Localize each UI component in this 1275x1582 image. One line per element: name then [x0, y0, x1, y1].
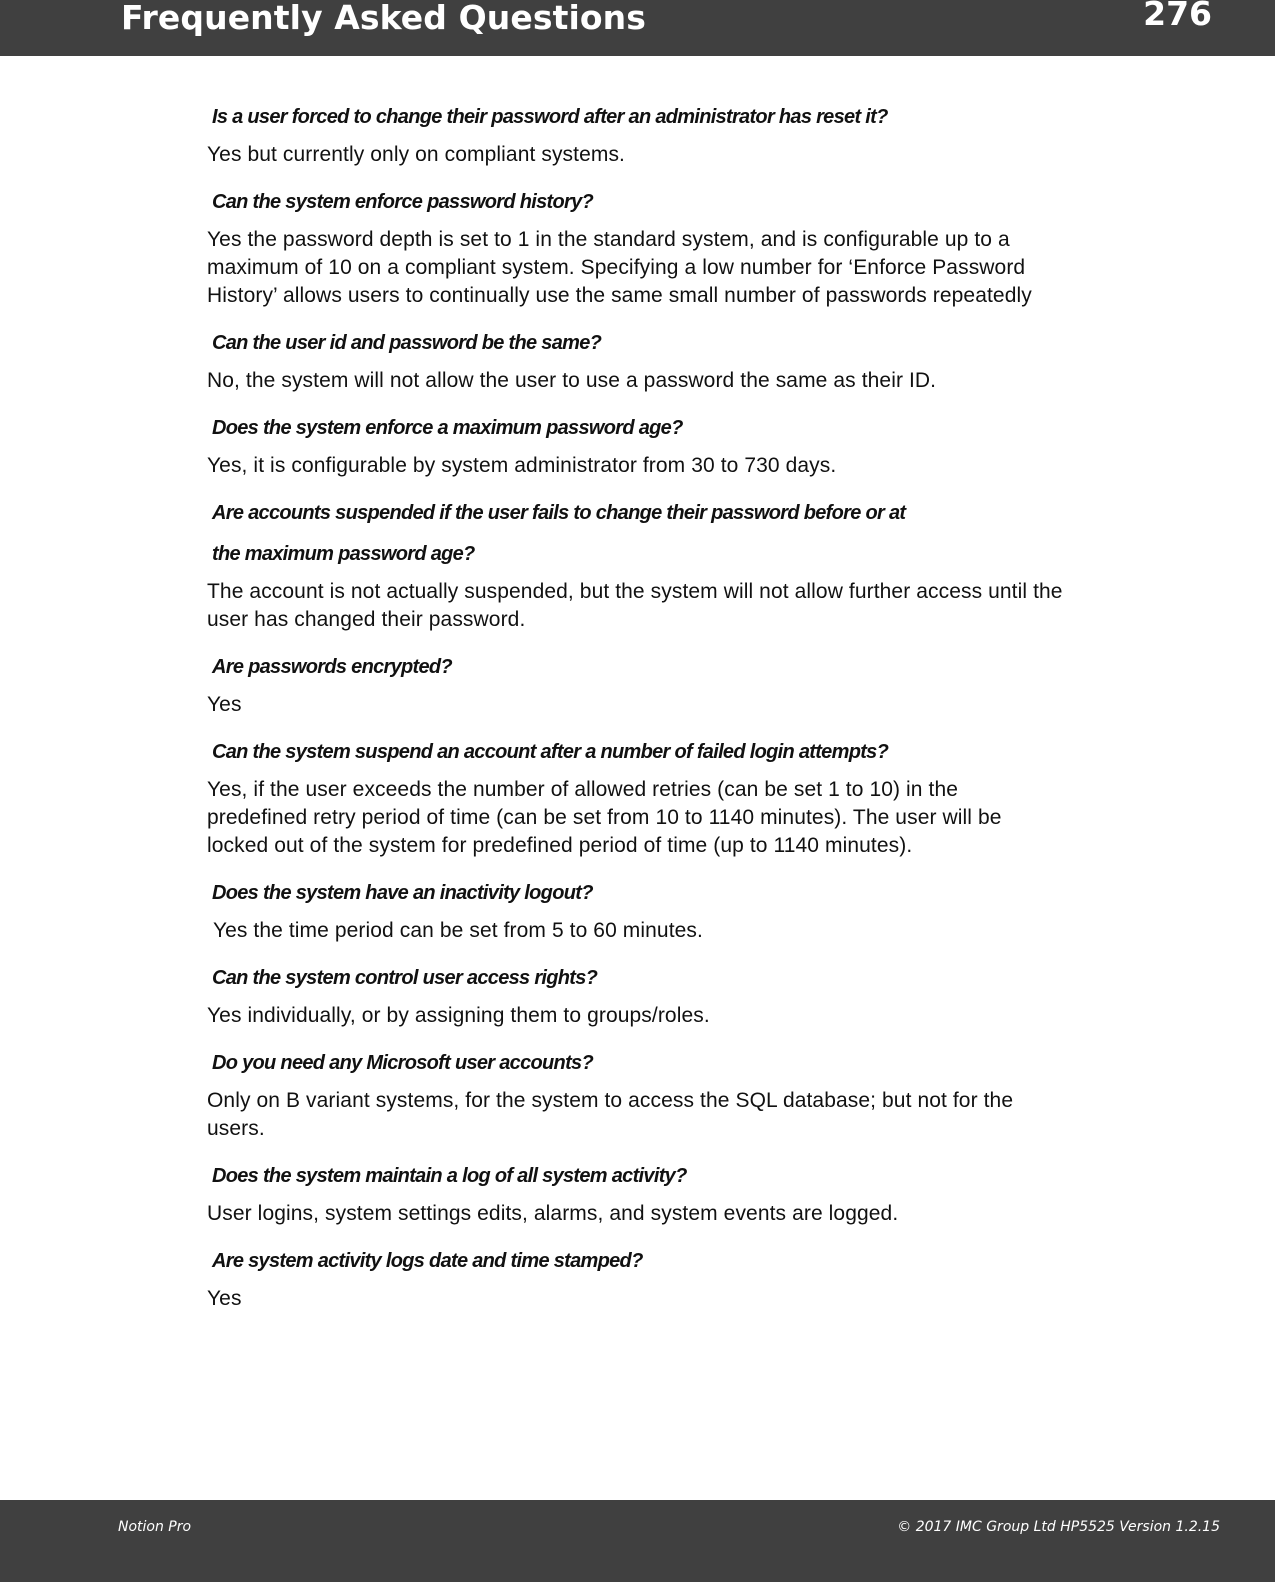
faq-question-line: Can the system enforce password history? — [212, 191, 594, 213]
footer-copyright: © 2017 IMC Group Ltd HP5525 Version 1.2.15 — [897, 1519, 1220, 1535]
faq-question — [207, 1248, 1167, 1275]
faq-item — [207, 330, 1167, 395]
faq-question-line: Are accounts suspended if the user fails to change their password before or at — [212, 502, 906, 524]
faq-answer: Yes — [207, 693, 242, 716]
faq-question — [207, 880, 1167, 907]
faq-answer: Yes the time period can be set from 5 to 60 minutes. — [207, 919, 703, 942]
faq-question — [207, 654, 1167, 681]
faq-item — [207, 1163, 1167, 1228]
faq-answer: Yes — [207, 1287, 242, 1310]
faq-question-line: Are passwords encrypted? — [212, 656, 452, 678]
faq-question — [207, 104, 1167, 131]
faq-answer: Yes but currently only on compliant systems. — [207, 143, 625, 166]
faq-question-line: the maximum password age? — [212, 543, 475, 565]
faq-question-line: Are system activity logs date and time stamped? — [212, 1250, 643, 1272]
faq-question-line: Does the system enforce a maximum password age? — [212, 417, 683, 439]
page-number: 276 — [1143, 0, 1212, 33]
faq-answer: Yes the password depth is set to 1 in the standard system, and is configurable up to a maximum of 10 on a compliant system. Specifying a low number for ‘Enforce Password History’ allows users to continually use the same small number of passwords repeatedly — [207, 228, 1032, 307]
faq-answer: No, the system will not allow the user to use a password the same as their ID. — [207, 369, 937, 392]
faq-question-line: Can the user id and password be the same? — [212, 332, 602, 354]
faq-item — [207, 739, 1167, 860]
faq-item — [207, 415, 1167, 480]
faq-answer: User logins, system settings edits, alarms, and system events are logged. — [207, 1202, 899, 1225]
faq-item — [207, 500, 1167, 634]
faq-item — [207, 654, 1167, 719]
faq-question-line: Does the system have an inactivity logout? — [212, 882, 593, 904]
page-footer — [0, 1500, 1275, 1582]
faq-question — [207, 965, 1167, 992]
faq-question — [207, 330, 1167, 357]
faq-answer: Yes individually, or by assigning them to groups/roles. — [207, 1004, 710, 1027]
footer-product-name: Notion Pro — [118, 1519, 192, 1535]
faq-question — [207, 739, 1167, 766]
faq-item — [207, 1248, 1167, 1313]
faq-question — [207, 415, 1167, 442]
faq-answer: Yes, it is configurable by system administrator from 30 to 730 days. — [207, 454, 837, 477]
faq-question — [207, 1050, 1167, 1077]
faq-question-line: Does the system maintain a log of all system activity? — [212, 1165, 687, 1187]
faq-question-line: Do you need any Microsoft user accounts? — [212, 1052, 593, 1074]
faq-item — [207, 104, 1167, 169]
faq-question-line: Is a user forced to change their password after an administrator has reset it? — [212, 106, 888, 128]
page-header — [0, 0, 1275, 56]
faq-question — [207, 1163, 1167, 1190]
faq-item — [207, 880, 1167, 945]
faq-answer: Yes, if the user exceeds the number of allowed retries (can be set 1 to 10) in the predefined retry period of time (can be set from 10 to 1140 minutes). The user will be locked out of the system for predefined period of time (up to 1140 minutes). — [207, 778, 1002, 857]
faq-answer: Only on B variant systems, for the system to access the SQL database; but not for the users. — [207, 1089, 1014, 1140]
faq-question-line: Can the system control user access rights? — [212, 967, 598, 989]
faq-item — [207, 1050, 1167, 1143]
faq-list — [207, 104, 1167, 1333]
faq-question — [207, 189, 1167, 216]
page-title: Frequently Asked Questions — [121, 0, 646, 37]
faq-question-line: Can the system suspend an account after a number of failed login attempts? — [212, 741, 889, 763]
faq-question — [207, 500, 1167, 568]
faq-answer: The account is not actually suspended, but the system will not allow further access until the user has changed their password. — [207, 580, 1063, 631]
faq-item — [207, 189, 1167, 310]
faq-item — [207, 965, 1167, 1030]
